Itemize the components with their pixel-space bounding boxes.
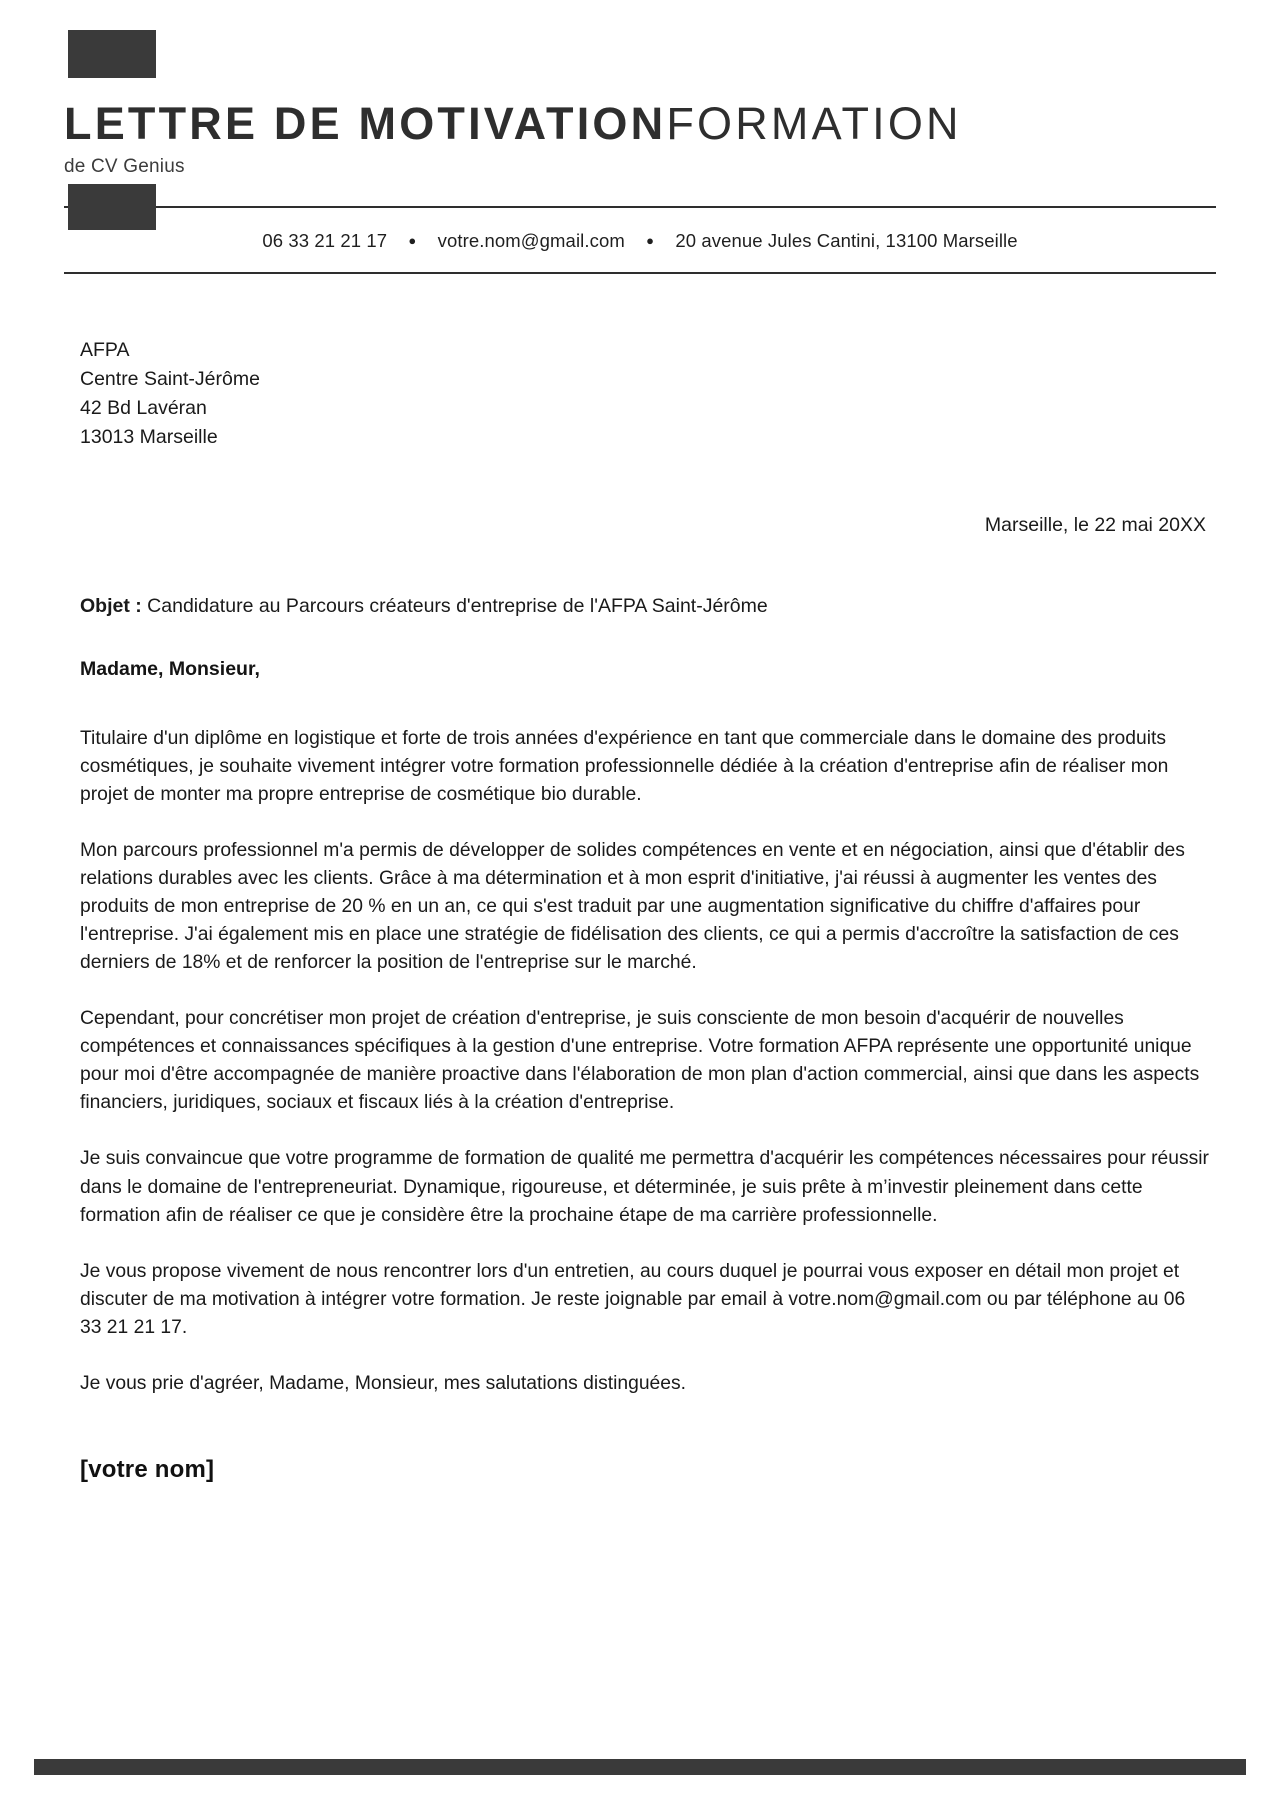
bullet-separator-icon: ●	[408, 233, 417, 249]
bullet-separator-icon: ●	[646, 233, 655, 249]
contact-address: 20 avenue Jules Cantini, 13100 Marseille	[675, 230, 1018, 252]
recipient-street: 42 Bd Lavéran	[80, 396, 207, 419]
divider-bottom	[64, 272, 1216, 274]
title-secondary: FORMATION	[666, 98, 962, 149]
contact-phone: 06 33 21 21 17	[262, 230, 388, 252]
recipient-centre: Centre Saint-Jérôme	[80, 368, 260, 391]
paragraph: Titulaire d'un diplôme en logistique et forte de trois années d'expérience en tant que commerciale dans le domaine des produits cosmétiques, je souhaite vivement intégrer votre formation professionnelle dédiée à la création d'entreprise afin de réaliser mon projet de monter ma propre entreprise de cosmétique bio durable.	[80, 727, 1169, 805]
paragraph: Mon parcours professionnel m'a permis de développer de solides compétences en vente et en négociation, ainsi que d'établir des relations durables avec les clients. Grâce à ma détermination et à mon esprit d'initiative, j'ai réussi à augmenter les ventes des produits de mon entreprise de 20 % en un an, ce qui s'est traduit par une augmentation significative du chiffre d'affaires pour l'entreprise. J'ai également mis en place une stratégie de fidélisation des clients, ce qui a permis d'accroître la satisfaction de ces derniers de 18% et de renforcer la position de l'entreprise sur le marché.	[80, 839, 1185, 974]
paragraph: Cependant, pour concrétiser mon projet de création d'entreprise, je suis consciente de mon besoin d'acquérir de nouvelles compétences et connaissances spécifiques à la gestion d'une entreprise. Votre formation AFPA représente une opportunité unique pour moi d'être accompagnée de manière proactive dans l'élaboration de mon plan d'action commercial, ainsi que dans les aspects financiers, juridiques, sociaux et fiscaux liés à la création d'entreprise.	[80, 1008, 1200, 1114]
paragraph: Je suis convaincue que votre programme de formation de qualité me permettra d'acquérir les compétences nécessaires pour réussir dans le domaine de l'entrepreneuriat. Dynamique, rigoureuse, et déterminée, je suis prête à m’investir pleinement dans cette formation afin de réaliser ce que je considère être la prochaine étape de ma carrière professionnelle.	[80, 1148, 1209, 1226]
letter-header	[0, 30, 1280, 230]
accent-block-bottom	[68, 184, 156, 230]
subtitle: de CV Genius	[64, 156, 185, 178]
contact-email: votre.nom@gmail.com	[437, 230, 625, 252]
paragraph: Je vous propose vivement de nous rencontrer lors d'un entretien, au cours duquel je pourrai vous exposer en détail mon projet et discuter de ma motivation à intégrer votre formation. Je reste joignable par email à votre.nom@gmail.com ou par téléphone au 06 33 21 21 17.	[80, 1260, 1186, 1338]
subject-text: Candidature au Parcours créateurs d'entreprise de l'AFPA Saint-Jérôme	[141, 594, 768, 617]
date-line: Marseille, le 22 mai 20XX	[984, 513, 1206, 536]
footer-bar	[34, 1759, 1246, 1775]
accent-block-top	[68, 30, 156, 78]
subject-line	[64, 595, 1216, 618]
letter-body	[0, 336, 1280, 1484]
divider-top	[64, 206, 1216, 208]
recipient-city: 13013 Marseille	[80, 425, 218, 448]
signature-name: [votre nom]	[80, 1455, 215, 1483]
title-primary: LETTRE DE MOTIVATION	[64, 98, 667, 149]
page-title	[64, 100, 1216, 147]
paragraph: Je vous prie d'agréer, Madame, Monsieur, mes salutations distinguées.	[80, 1372, 687, 1394]
letter-paragraphs	[64, 725, 1216, 1398]
salutation: Madame, Monsieur,	[80, 657, 260, 680]
recipient-organisation: AFPA	[80, 339, 130, 362]
subject-label: Objet :	[80, 594, 142, 617]
recipient-address-block	[64, 336, 1216, 451]
